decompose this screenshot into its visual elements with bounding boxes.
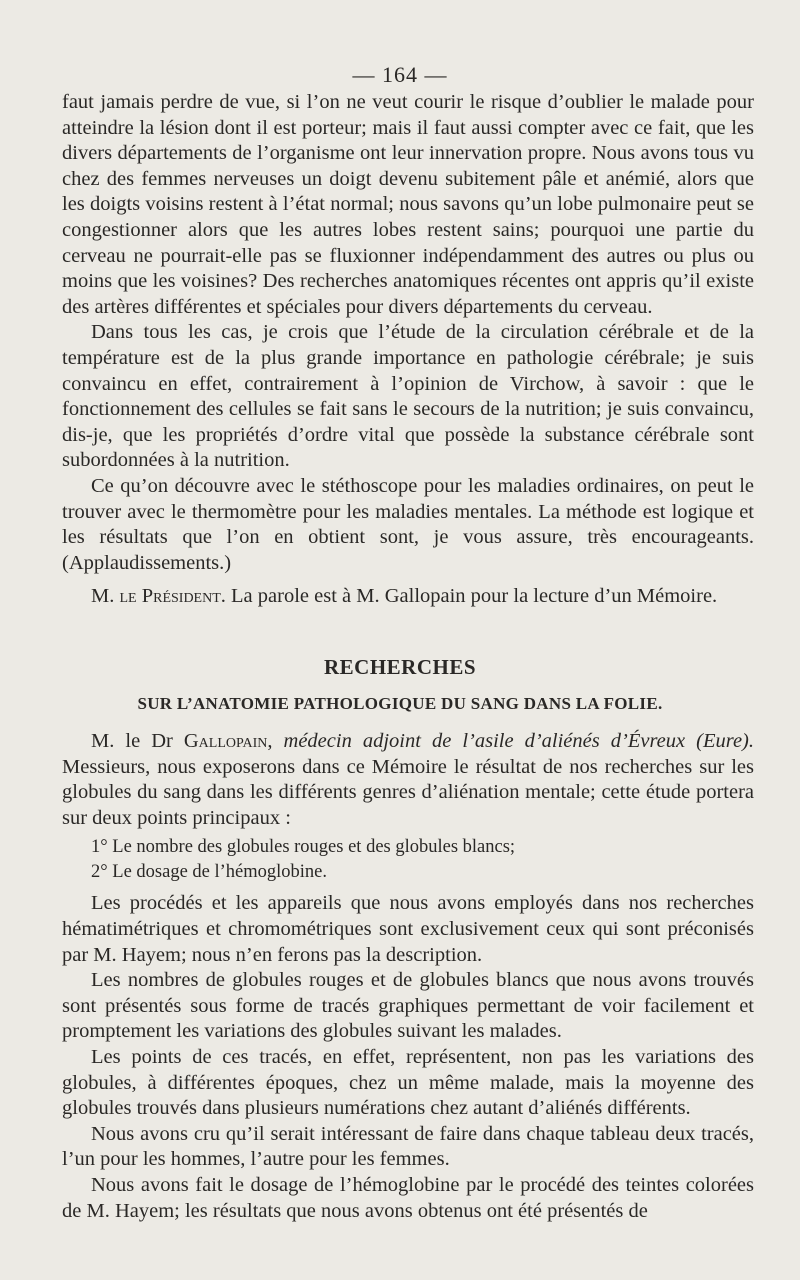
intro-prefix: M. le Dr	[91, 730, 184, 752]
paragraph: Nous avons cru qu’il serait intéressant de faire dans chaque tableau deux tracés, l’un pour les hommes, l’autre pour les femmes.	[62, 1122, 754, 1171]
author-role: médecin adjoint de l’asile d’aliénés d’Évreux (Eure).	[283, 730, 755, 752]
intro-text: Messieurs, nous exposerons dans ce Mémoire le résultat de nos recherches sur les globules du sang dans les différents genres d’aliénation mentale; cette étude portera sur deux points principaux :	[62, 755, 754, 829]
speaker-text: La parole est à M. Gallopain pour la lecture d’un Mémoire.	[225, 585, 718, 608]
list-item: 1° Le nombre des globules rouges et des globules blancs;	[91, 837, 516, 858]
section-title: RECHERCHES	[323, 655, 477, 679]
president-paragraph	[62, 584, 754, 610]
discussion-text	[62, 90, 754, 610]
speaker-name: M. le Président.	[91, 585, 226, 608]
paragraph: Nous avons fait le dosage de l’hémoglobine par le procédé des teintes colorées de M. Hayem; les résultats que nous avons obtenus ont été présentés de	[62, 1173, 754, 1222]
paragraph: Ce qu’on découvre avec le stéthoscope pour les maladies ordinaires, on peut le trouver avec le thermomètre pour les maladies mentales. La méthode est logique et les résultats que l’on en obtient sont, je vous assure, très encourageants. (Applaudissements.)	[62, 474, 754, 574]
memoir-text	[62, 729, 754, 1224]
separator: ,	[267, 730, 284, 752]
page-number: — 164 —	[352, 62, 448, 87]
paragraph: Les points de ces tracés, en effet, représentent, non pas les variations des globules, à différentes époques, chez un même malade, mais la moyenne des globules trouvés dans plusieurs numérations chez autant d’aliénés différents.	[62, 1045, 754, 1120]
paragraph: faut jamais perdre de vue, si l’on ne veut courir le risque d’oublier le malade pour atteindre la lésion dont il est porteur; mais il faut aussi compter avec ce fait, que les divers départements de l’organisme ont leur innervation propre. Nous avons tous vu chez des femmes nerveuses un doigt devenu subitement pâle et anémié, alors que les doigts voisins restent à l’état normal; nous savons qu’un lobe pulmonaire peut se congestionner alors que les autres lobes restent sains; pourquoi une partie du cerveau ne pourrait-elle pas se fluxionner indépendamment des autres ou plus ou moins que les voisines? Des recherches anatomiques récentes ont appris qu’il existe des artères différentes et spéciales pour divers départements du cerveau.	[62, 91, 754, 318]
intro-paragraph	[62, 729, 754, 831]
paragraph: Les procédés et les appareils que nous avons employés dans nos recherches hématimétriques et chromométriques sont exclusivement ceux qui sont préconisés par M. Hayem; nous n’en ferons pas la description.	[62, 892, 754, 966]
list-item: 2° Le dosage de l’hémoglobine.	[91, 862, 328, 883]
author-name: Gallopain	[183, 730, 268, 752]
paragraph: Les nombres de globules rouges et de globules blancs que nous avons trouvés sont présentés sous forme de tracés graphiques permettant de voir facilement et promptement les variations des globules suivant les malades.	[62, 969, 754, 1043]
paragraph: Dans tous les cas, je crois que l’étude de la circulation cérébrale et de la température est de la plus grande importance en pathologie cérébrale; je suis convaincu en effet, contrairement à l’opinion de Virchow, à savoir : que le fonctionnement des cellules se fait sans le secours de la nutrition; je suis convaincu, dis-je, que les propriétés d’ordre vital que possède la substance cérébrale sont subordonnées à la nutrition.	[62, 321, 754, 472]
section-subtitle: SUR L’ANATOMIE PATHOLOGIQUE DU SANG DANS LA FOLIE.	[137, 694, 663, 713]
